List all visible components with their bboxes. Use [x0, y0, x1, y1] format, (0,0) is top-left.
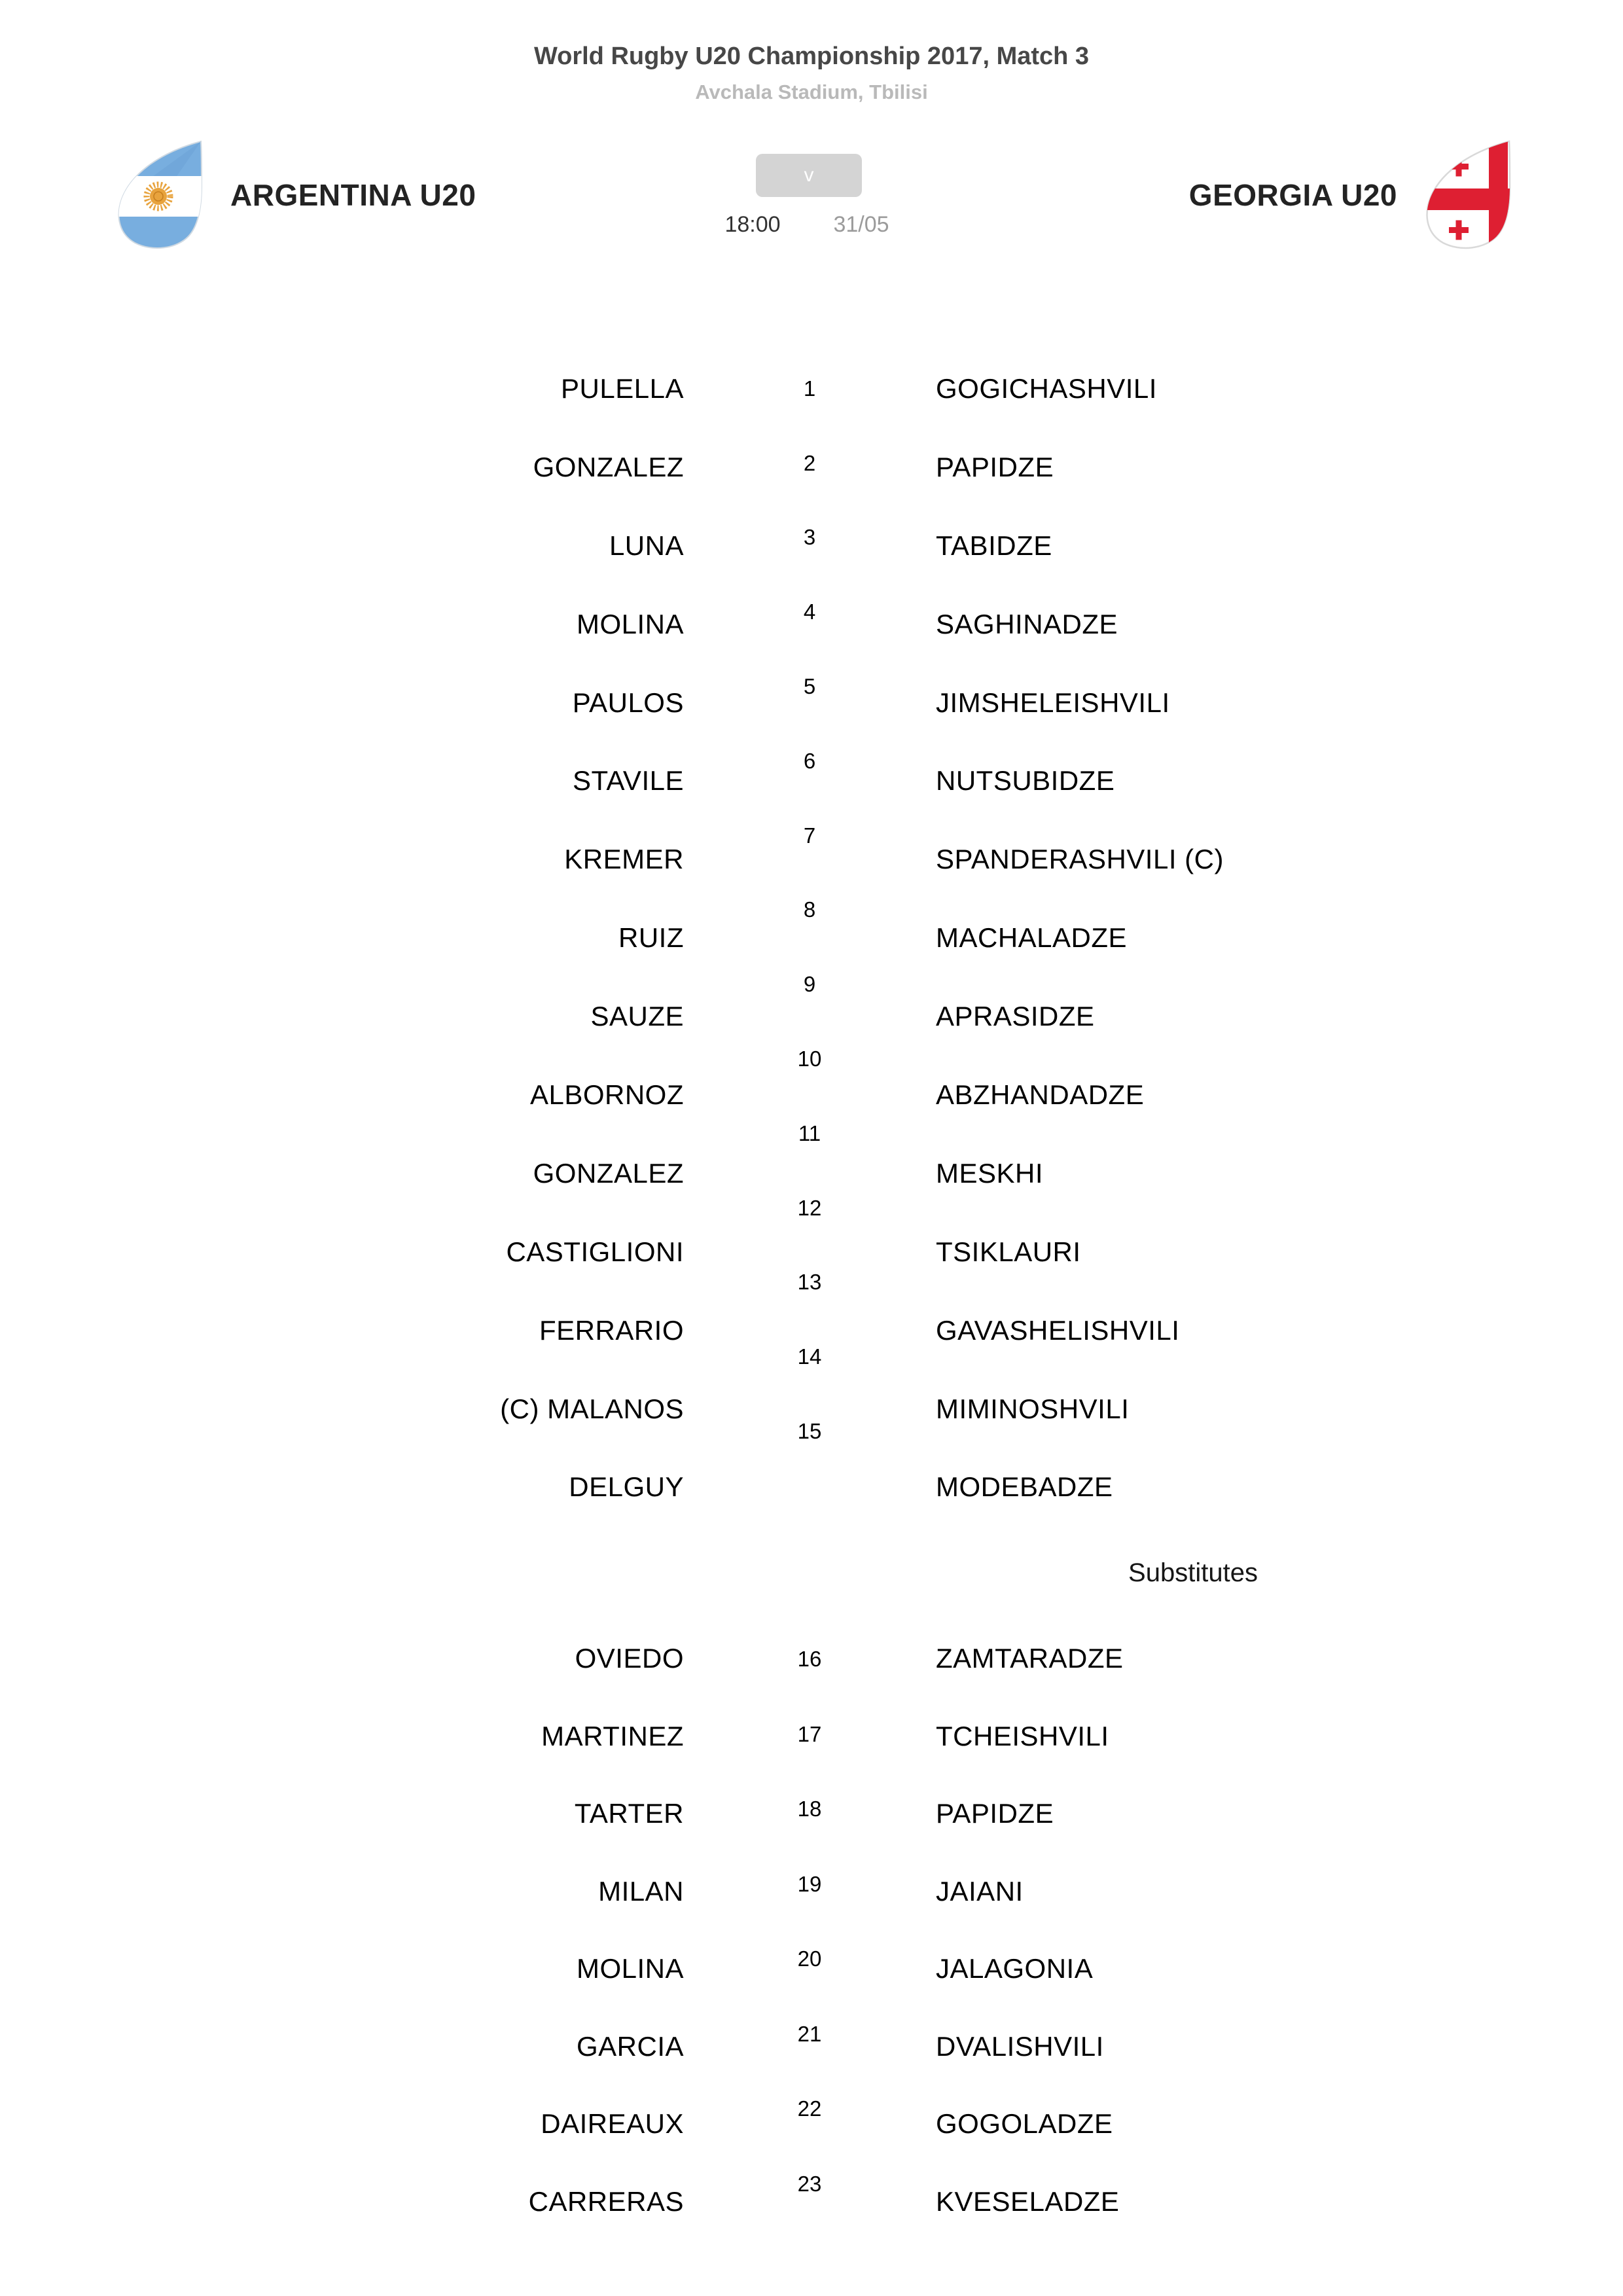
versus-badge — [756, 154, 862, 197]
shirt-number: 16 — [797, 1647, 822, 1672]
home-player-name: LUNA — [609, 529, 684, 561]
starters-home-column — [0, 350, 684, 1526]
away-player-name: MACHALADZE — [936, 922, 1128, 954]
shirt-number: 20 — [797, 1946, 822, 1971]
shirt-number: 5 — [803, 674, 816, 699]
home-player-name: MOLINA — [576, 1953, 684, 1984]
home-player-name: DELGUY — [569, 1471, 684, 1503]
shirt-number: 3 — [803, 525, 816, 550]
away-player-name: PAPIDZE — [936, 1798, 1054, 1829]
home-player-name: MILAN — [598, 1875, 684, 1907]
shirt-number: 8 — [803, 897, 816, 922]
home-player-name: PAULOS — [572, 687, 684, 718]
home-player-name: CASTIGLIONI — [506, 1236, 684, 1267]
page-title: World Rugby U20 Championship 2017, Match 3 — [533, 43, 1090, 70]
away-player-name: TSIKLAURI — [936, 1236, 1081, 1267]
shirt-number: 12 — [797, 1195, 822, 1220]
away-player-name: ABZHANDADZE — [936, 1079, 1145, 1110]
shirt-number: 17 — [797, 1721, 822, 1746]
away-player-name: PAPIDZE — [936, 451, 1054, 482]
shirt-number: 21 — [797, 2021, 822, 2046]
home-team-name: ARGENTINA U20 — [230, 178, 476, 212]
away-player-name: JAIANI — [936, 1875, 1024, 1907]
home-player-name: RUIZ — [618, 922, 684, 954]
home-player-name: (C) MALANOS — [500, 1393, 684, 1424]
away-player-name: GOGICHASHVILI — [936, 372, 1157, 404]
home-player-name: TARTER — [574, 1798, 684, 1829]
shirt-number: 9 — [803, 972, 816, 997]
home-player-name: GONZALEZ — [533, 451, 684, 482]
shirt-number: 13 — [797, 1270, 822, 1295]
starters-away-column — [936, 350, 1558, 1526]
match-date: 31/05 — [833, 212, 889, 237]
shirt-number: 1 — [803, 376, 816, 401]
away-player-name: TABIDZE — [936, 529, 1052, 561]
home-player-name: OVIEDO — [575, 1643, 684, 1674]
away-player-name: GAVASHELISHVILI — [936, 1314, 1180, 1346]
shirt-number: 2 — [803, 450, 816, 475]
away-player-name: ZAMTARADZE — [936, 1643, 1124, 1674]
away-player-name: DVALISHVILI — [936, 2030, 1104, 2062]
substitutes-heading: Substitutes — [1128, 1558, 1258, 1587]
away-player-name: SAGHINADZE — [936, 608, 1118, 639]
home-player-name: STAVILE — [572, 765, 684, 797]
subs-home-column — [0, 1620, 684, 2240]
home-player-name: ALBORNOZ — [529, 1079, 684, 1110]
shirt-number: 19 — [797, 1871, 822, 1896]
home-player-name: KREMER — [564, 844, 684, 875]
away-player-name: GOGOLADZE — [936, 2108, 1113, 2140]
home-player-name: DAIREAUX — [541, 2108, 684, 2140]
shirt-number: 7 — [803, 823, 816, 848]
versus-label: v — [804, 164, 814, 186]
home-player-name: GONZALEZ — [533, 1157, 684, 1189]
away-player-name: SPANDERASHVILI (C) — [936, 844, 1224, 875]
shirt-number: 14 — [797, 1344, 822, 1369]
shirt-number: 11 — [798, 1121, 821, 1145]
shirt-number: 15 — [797, 1419, 822, 1444]
argentina-badge-icon — [113, 139, 205, 251]
away-player-name: JALAGONIA — [936, 1953, 1094, 1984]
starters-number-column — [770, 351, 849, 1469]
shirt-number: 6 — [803, 748, 816, 773]
away-player-name: NUTSUBIDZE — [936, 765, 1115, 797]
away-player-name: KVESELADZE — [936, 2185, 1120, 2217]
home-player-name: MARTINEZ — [541, 1720, 684, 1751]
away-team-name: GEORGIA U20 — [1188, 178, 1397, 212]
away-player-name: APRASIDZE — [936, 1001, 1095, 1032]
shirt-number: 4 — [803, 600, 816, 624]
away-player-name: TCHEISHVILI — [936, 1720, 1109, 1751]
shirt-number: 23 — [797, 2171, 822, 2196]
home-player-name: CARRERAS — [528, 2185, 684, 2217]
away-player-name: JIMSHELEISHVILI — [936, 687, 1170, 718]
subs-away-column — [936, 1620, 1558, 2240]
away-player-name: MESKHI — [936, 1157, 1044, 1189]
home-player-name: FERRARIO — [539, 1314, 684, 1346]
home-player-name: SAUZE — [590, 1001, 684, 1032]
georgia-badge-icon — [1421, 139, 1513, 251]
away-player-name: MIMINOSHVILI — [936, 1393, 1130, 1424]
home-player-name: PULELLA — [561, 372, 684, 404]
shirt-number: 18 — [797, 1797, 822, 1821]
kickoff-time: 18:00 — [724, 212, 781, 237]
subs-number-column — [770, 1622, 849, 2221]
shirt-number: 10 — [797, 1047, 822, 1071]
home-player-name: GARCIA — [576, 2030, 684, 2062]
venue-subtitle: Avchala Stadium, Tbilisi — [695, 81, 928, 103]
home-player-name: MOLINA — [576, 608, 684, 639]
shirt-number: 22 — [797, 2096, 822, 2121]
away-player-name: MODEBADZE — [936, 1471, 1113, 1503]
